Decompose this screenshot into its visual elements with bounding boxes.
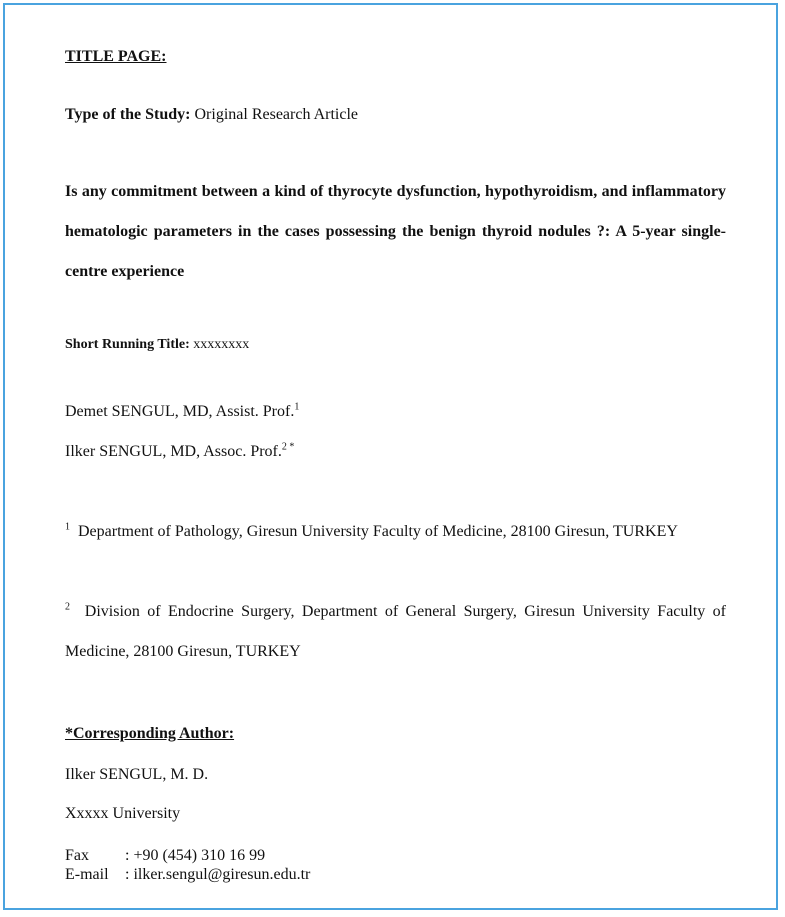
author-1-name: Demet SENGUL, MD, Assist. Prof.: [65, 403, 295, 420]
affiliation-2-sup: 2: [65, 601, 70, 613]
email-line: [65, 865, 310, 884]
corresponding-institution: Xxxxx University: [65, 805, 181, 822]
author-2-name: Ilker SENGUL, MD, Assoc. Prof.: [65, 443, 282, 460]
author-1-sup: 1: [294, 401, 300, 413]
corresponding-name: Ilker SENGUL, M. D.: [65, 766, 209, 783]
email-value: : ilker.sengul@giresun.edu.tr: [125, 866, 311, 883]
study-type-value: Original Research Article: [190, 106, 358, 123]
running-title-line: [65, 337, 249, 353]
author-2-sup: 2 *: [281, 441, 295, 453]
author-2: [65, 443, 294, 461]
title-page-heading: TITLE PAGE:: [65, 48, 167, 65]
affiliation-1: [65, 512, 726, 552]
fax-label: Fax: [65, 847, 89, 864]
affiliation-1-text: Department of Pathology, Giresun University Faculty of Medicine, 28100 Giresun, TURKEY: [78, 523, 678, 540]
affiliation-2-text: Division of Endocrine Surgery, Department of General Surgery, Giresun University Faculty of Medicine, 28100 Giresun, TURKEY: [65, 603, 727, 660]
corresponding-heading: *Corresponding Author:: [65, 725, 235, 742]
affiliation-2: [65, 592, 726, 672]
fax-value: : +90 (454) 310 16 99: [125, 847, 266, 864]
affiliation-1-sup: 1: [65, 521, 70, 533]
article-title: Is any commitment between a kind of thyrocyte dysfunction, hypothyroidism, and inflammatory hematologic parameters in the cases possessing the benign thyroid nodules ?: A 5-year single-centre experience: [65, 183, 726, 280]
author-1: [65, 403, 299, 421]
fax-line: [65, 846, 265, 865]
study-type-label: Type of the Study:: [65, 106, 191, 123]
email-label: E-mail: [65, 866, 109, 883]
study-type-line: [65, 106, 358, 124]
running-title-label: Short Running Title:: [65, 337, 190, 352]
running-title-value: xxxxxxxx: [189, 337, 250, 352]
